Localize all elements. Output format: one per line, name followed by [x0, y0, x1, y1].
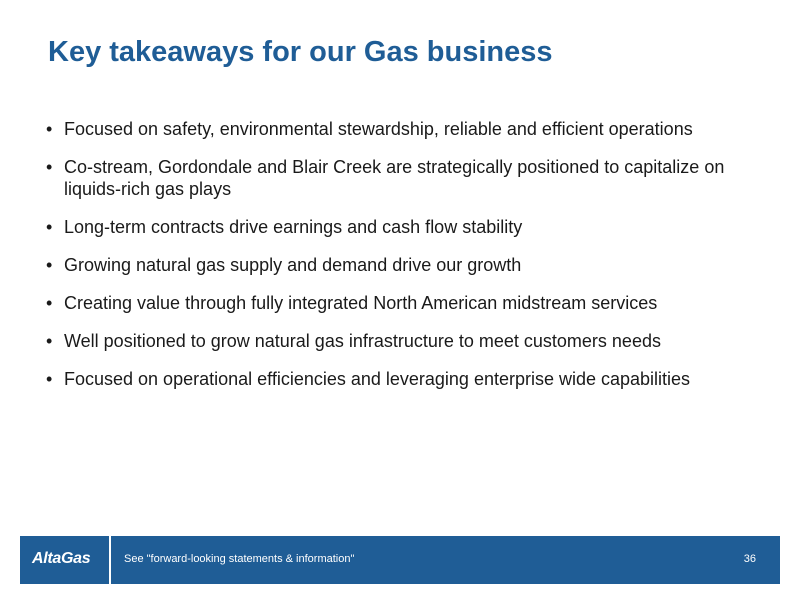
bullet-item [46, 330, 746, 352]
bullet-text: Growing natural gas supply and demand drive our growth [64, 255, 522, 275]
forward-looking-disclaimer: See "forward-looking statements & information" [124, 553, 355, 565]
footer-bar [20, 536, 780, 584]
bullet-text: Co-stream, Gordondale and Blair Creek are strategically positioned to capitalize on liquids-rich gas plays [64, 157, 725, 199]
bullet-item [46, 216, 746, 238]
bullet-item [46, 254, 746, 276]
bullet-item [46, 118, 746, 140]
bullet-marker: • [46, 157, 53, 177]
bullet-item [46, 292, 746, 314]
bullet-text: Creating value through fully integrated North American midstream services [64, 293, 658, 313]
bullet-marker: • [46, 255, 53, 275]
bullet-item [46, 368, 746, 390]
bullet-text: Focused on safety, environmental stewardship, reliable and efficient operations [64, 119, 693, 139]
bullet-marker: • [46, 119, 53, 139]
page-number: 36 [743, 553, 756, 565]
bullet-list [46, 118, 746, 406]
bullet-text: Long-term contracts drive earnings and cash flow stability [64, 217, 523, 237]
bullet-text: Focused on operational efficiencies and leveraging enterprise wide capabilities [64, 369, 691, 389]
footer-divider [109, 536, 111, 584]
bullet-marker: • [46, 331, 53, 351]
bullet-item [46, 156, 746, 200]
altagas-logo: AltaGas [32, 550, 91, 567]
slide-title: Key takeaways for our Gas business [48, 36, 553, 68]
bullet-marker: • [46, 217, 53, 237]
bullet-text: Well positioned to grow natural gas infrastructure to meet customers needs [64, 331, 661, 351]
bullet-marker: • [46, 293, 53, 313]
bullet-marker: • [46, 369, 53, 389]
